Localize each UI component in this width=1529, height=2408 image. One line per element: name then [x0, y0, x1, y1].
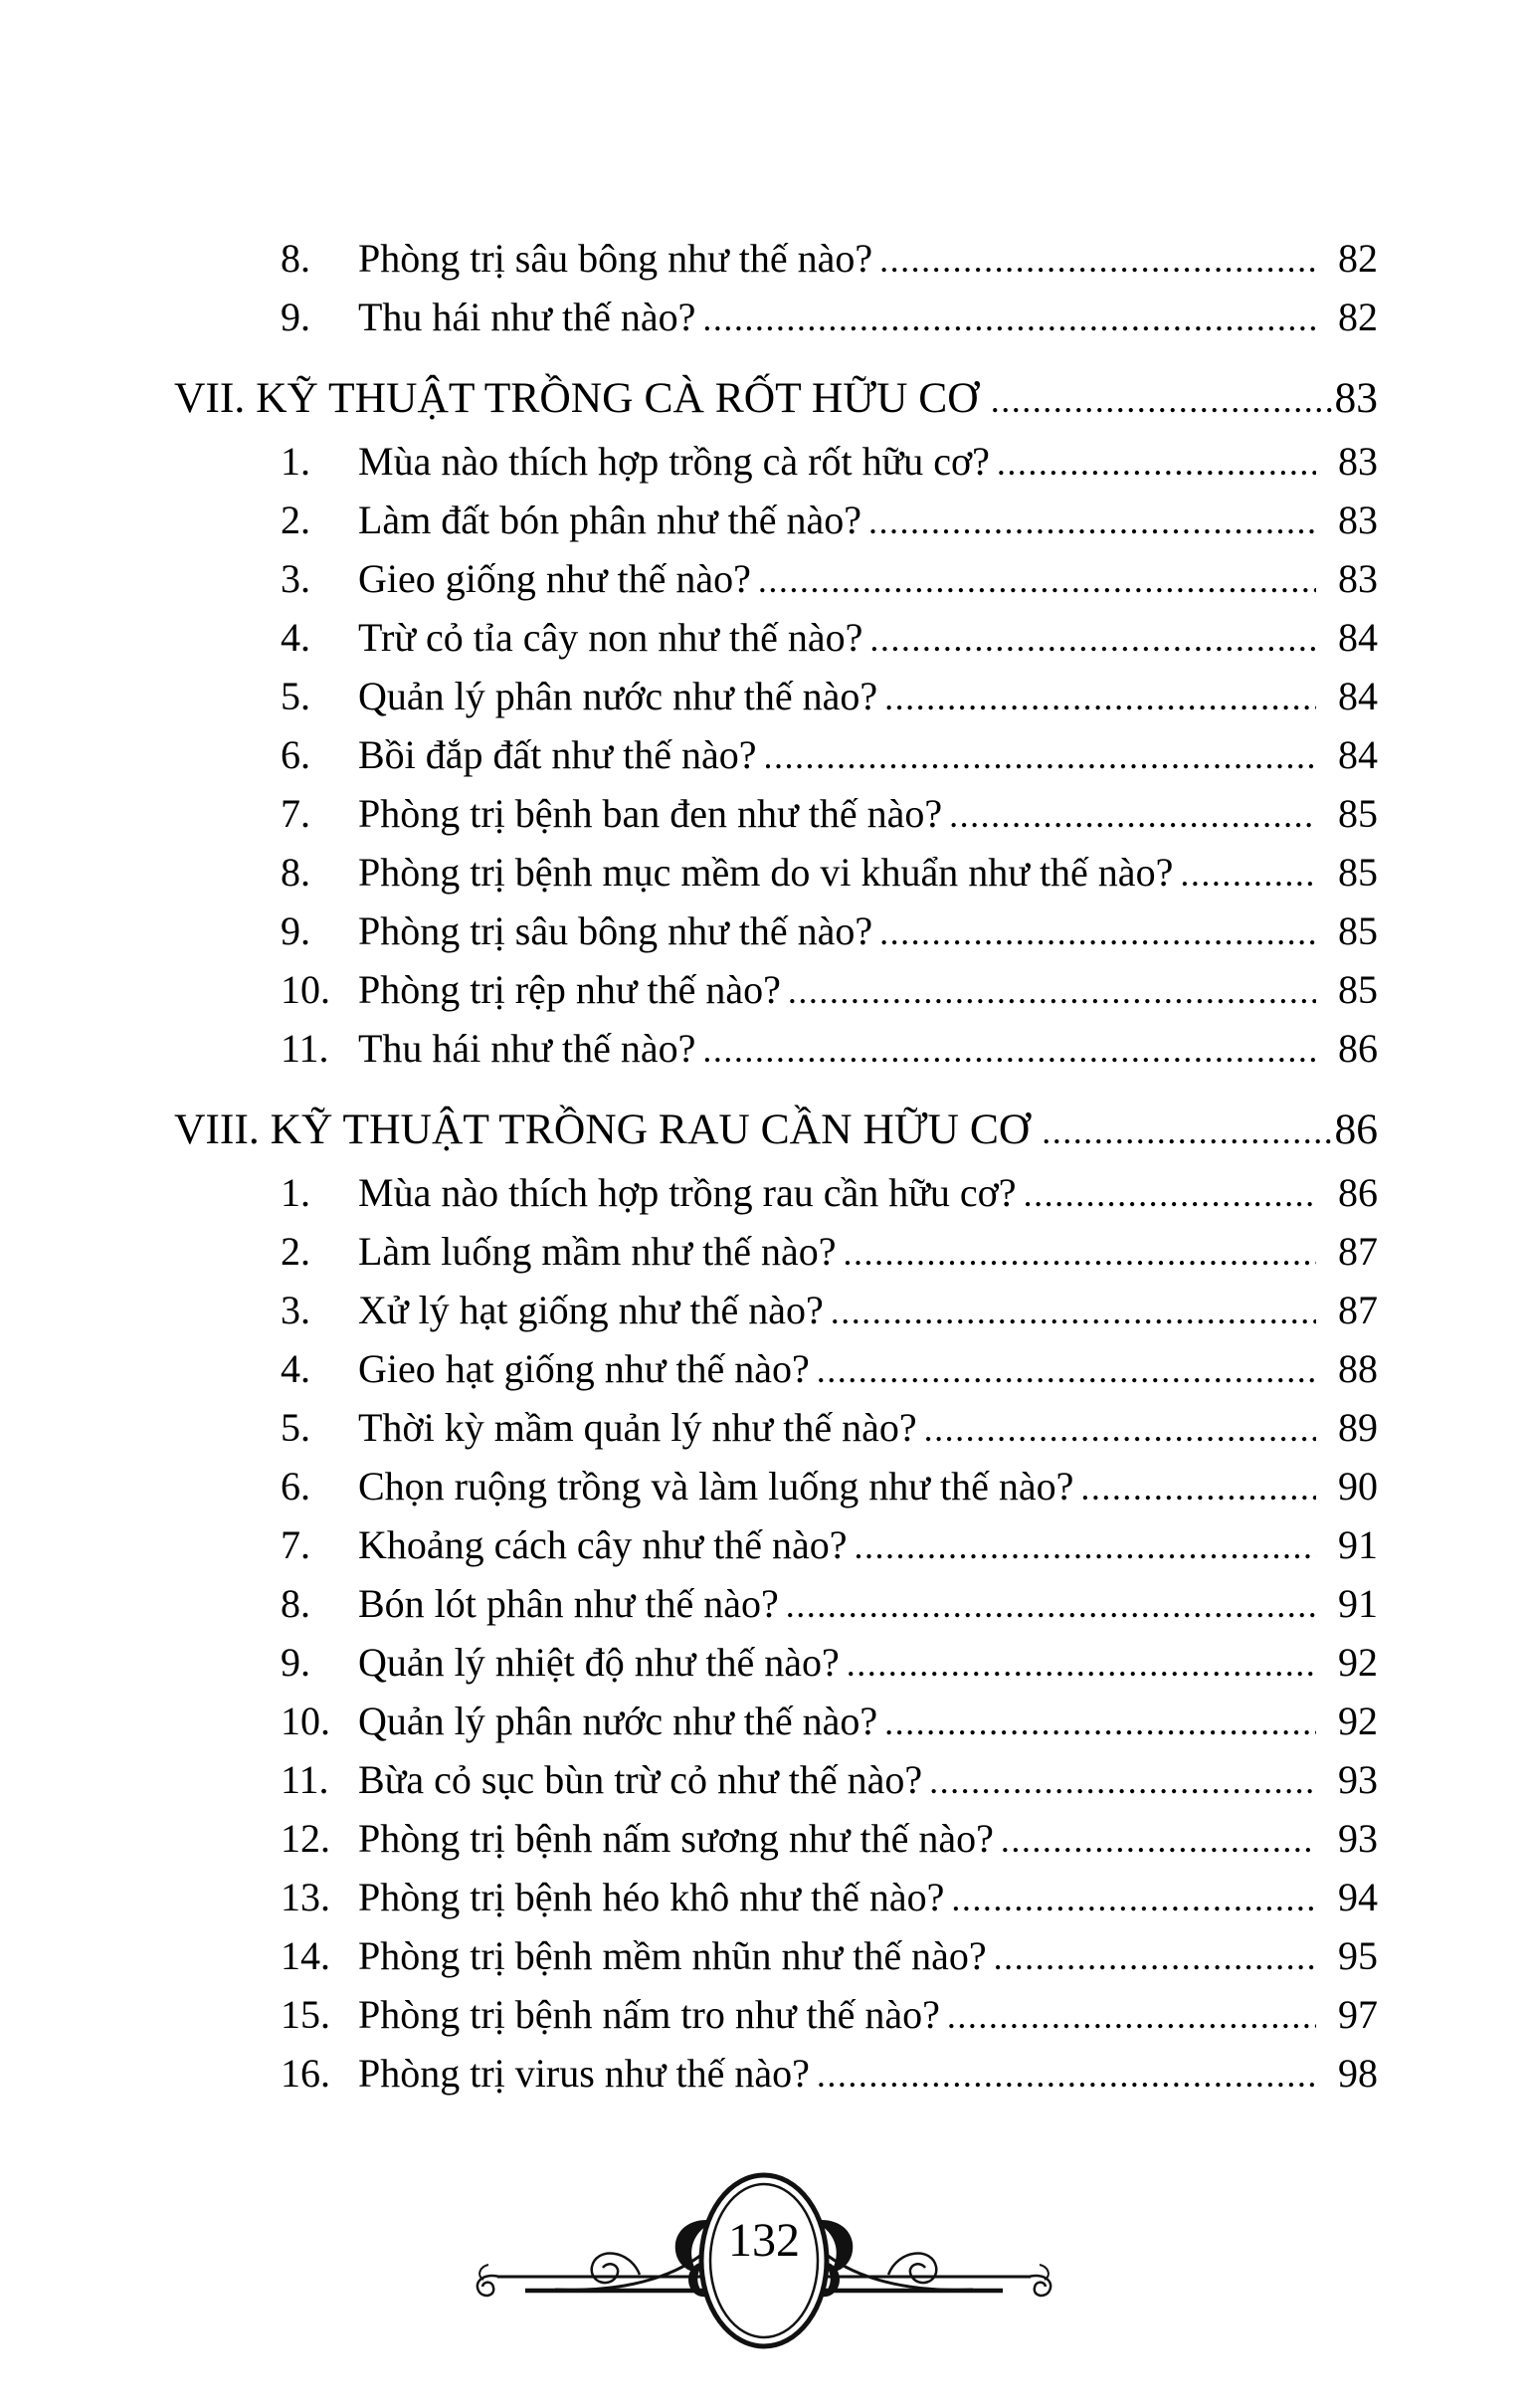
toc-entry [281, 960, 1378, 1019]
toc-entry [281, 432, 1378, 491]
toc-entry-page: 90 [1338, 1464, 1378, 1508]
toc-entry-page: 88 [1338, 1346, 1378, 1391]
dot-leader [868, 493, 1316, 551]
toc-entry [281, 902, 1378, 960]
toc-entry [281, 2044, 1378, 2103]
toc-entry-page: 94 [1338, 1875, 1378, 1919]
dot-leader [1042, 1100, 1334, 1163]
dot-leader [817, 2046, 1316, 2105]
dot-leader [991, 368, 1335, 432]
dot-leader [924, 1400, 1316, 1459]
toc-entry-label: Chọn ruộng trồng và làm luống như thế nào? [358, 1464, 1074, 1508]
dot-leader [702, 290, 1316, 348]
toc-entry-page: 84 [1338, 615, 1378, 660]
toc-entry-page: 84 [1338, 732, 1378, 777]
dot-leader [1180, 845, 1316, 903]
toc-entry-label: Quản lý phân nước như thế nào? [358, 674, 878, 718]
dot-leader [869, 610, 1316, 669]
toc-entry-number: 12. [281, 1816, 330, 1861]
toc-entry-page: 97 [1338, 1992, 1378, 2037]
toc-entry-number: 15. [281, 1992, 330, 2037]
toc-entry-label: Phòng trị virus như thế nào? [358, 2051, 810, 2096]
toc-entry-label: Gieo giống như thế nào? [358, 556, 751, 601]
toc-entry-page: 83 [1338, 439, 1378, 484]
toc-entry [281, 1281, 1378, 1339]
toc-entry-page: 87 [1338, 1229, 1378, 1274]
toc-entry-number: 8. [281, 1581, 310, 1626]
toc-entry-label: Phòng trị bệnh mềm nhũn như thế nào? [358, 1933, 987, 1978]
toc-entry [281, 608, 1378, 667]
dot-leader [884, 1694, 1316, 1752]
toc-entry-label: Quản lý nhiệt độ như thế nào? [358, 1640, 840, 1685]
toc-entry-number: 4. [281, 615, 310, 660]
toc-entry-label: Thời kỳ mầm quản lý như thế nào? [358, 1405, 917, 1450]
toc-heading-page: 86 [1334, 1105, 1378, 1153]
toc-entry-number: 9. [281, 908, 310, 953]
toc-entry-label: Bồi đắp đất như thế nào? [358, 732, 757, 777]
dot-leader [702, 1021, 1316, 1080]
toc-entry [281, 1985, 1378, 2044]
dot-leader [884, 669, 1316, 727]
toc-entry [281, 1809, 1378, 1868]
toc-entry-label: Bừa cỏ sục bùn trừ cỏ như thế nào? [358, 1757, 923, 1802]
toc-entry [281, 1926, 1378, 1985]
toc-entry-label: Phòng trị sâu bông như thế nào? [358, 908, 873, 953]
toc-entry [281, 667, 1378, 725]
toc-entry-number: 6. [281, 1464, 310, 1508]
toc-entry-page: 85 [1338, 967, 1378, 1012]
dot-leader [854, 1517, 1316, 1576]
toc-entry-page: 82 [1338, 236, 1378, 281]
toc-entry-label: Khoảng cách cây như thế nào? [358, 1522, 848, 1567]
toc-entry [281, 1692, 1378, 1750]
toc-entry-number: 9. [281, 295, 310, 339]
dot-leader [879, 231, 1316, 290]
toc-entry-page: 84 [1338, 674, 1378, 718]
toc-entry-number: 1. [281, 439, 310, 484]
toc-entry-number: 7. [281, 791, 310, 836]
toc-entry-page: 83 [1338, 498, 1378, 542]
toc-heading-page: 83 [1334, 374, 1378, 422]
toc-entry-label: Phòng trị bệnh héo khô như thế nào? [358, 1875, 945, 1919]
toc-entry [281, 549, 1378, 608]
toc-entry-label: Mùa nào thích hợp trồng rau cần hữu cơ? [358, 1170, 1017, 1215]
toc-entry [281, 1574, 1378, 1633]
toc-entry-page: 92 [1338, 1640, 1378, 1685]
toc-entry [281, 1222, 1378, 1281]
toc-entry [281, 1868, 1378, 1926]
dot-leader [951, 1870, 1316, 1928]
dot-leader [947, 1987, 1316, 2046]
toc-section-heading [174, 366, 1378, 430]
toc-entry-label: Bón lót phân như thế nào? [358, 1581, 779, 1626]
toc-entry-label: Mùa nào thích hợp trồng cà rốt hữu cơ? [358, 439, 990, 484]
toc-entry-page: 82 [1338, 295, 1378, 339]
toc-entry-number: 14. [281, 1933, 330, 1978]
toc-entry-page: 85 [1338, 850, 1378, 895]
dot-leader [758, 551, 1316, 610]
toc-entry-label: Thu hái như thế nào? [358, 1026, 696, 1071]
toc-heading-label: VII. KỸ THUẬT TRỒNG CÀ RỐT HỮU CƠ [174, 374, 979, 422]
dot-leader [786, 1576, 1316, 1635]
dot-leader [763, 727, 1316, 786]
toc-entry-page: 98 [1338, 2051, 1378, 2096]
toc-entry-number: 11. [281, 1026, 329, 1071]
toc-entry-page: 85 [1338, 791, 1378, 836]
dot-leader [847, 1635, 1316, 1694]
toc-entry-page: 87 [1338, 1288, 1378, 1332]
toc-entry-label: Gieo hạt giống như thế nào? [358, 1346, 810, 1391]
toc-entry [281, 843, 1378, 902]
toc-entry-number: 9. [281, 1640, 310, 1685]
toc-entry-page: 95 [1338, 1933, 1378, 1978]
page-number: 132 [728, 2214, 800, 2267]
toc-entry-number: 10. [281, 1699, 330, 1743]
toc-entry-number: 11. [281, 1757, 329, 1802]
toc-entry-label: Quản lý phân nước như thế nào? [358, 1699, 878, 1743]
toc-entry-number: 5. [281, 674, 310, 718]
toc-entry-number: 2. [281, 498, 310, 542]
dot-leader [817, 1341, 1316, 1400]
toc-entry-number: 1. [281, 1170, 310, 1215]
toc-entry-page: 86 [1338, 1170, 1378, 1215]
toc-entry [281, 1633, 1378, 1692]
toc-entry-page: 93 [1338, 1816, 1378, 1861]
toc-entry-number: 4. [281, 1346, 310, 1391]
toc-entry [281, 784, 1378, 843]
dot-leader [788, 962, 1316, 1021]
toc-entry [281, 1457, 1378, 1515]
toc-entry-number: 10. [281, 967, 330, 1012]
toc-entry-page: 93 [1338, 1757, 1378, 1802]
toc-entry [281, 1163, 1378, 1222]
toc-entry-number: 8. [281, 850, 310, 895]
toc-entry-number: 8. [281, 236, 310, 281]
toc-entry-label: Làm luống mầm như thế nào? [358, 1229, 837, 1274]
toc-entry [281, 1339, 1378, 1398]
toc-list [0, 229, 1529, 2103]
dot-leader [1001, 1811, 1316, 1870]
toc-entry-page: 91 [1338, 1522, 1378, 1567]
toc-entry-label: Trừ cỏ tỉa cây non như thế nào? [358, 615, 863, 660]
toc-entry [281, 725, 1378, 784]
toc-entry-label: Làm đất bón phân như thế nào? [358, 498, 861, 542]
toc-entry-label: Phòng trị sâu bông như thế nào? [358, 236, 873, 281]
toc-entry-label: Phòng trị bệnh ban đen như thế nào? [358, 791, 943, 836]
dot-leader [879, 903, 1316, 962]
toc-entry [281, 288, 1378, 346]
dot-leader [929, 1752, 1316, 1811]
toc-entry-number: 6. [281, 732, 310, 777]
toc-entry-number: 7. [281, 1522, 310, 1567]
dot-leader [1080, 1459, 1316, 1517]
toc-entry-page: 86 [1338, 1026, 1378, 1071]
toc-entry-page: 92 [1338, 1699, 1378, 1743]
toc-entry-label: Phòng trị rệp như thế nào? [358, 967, 781, 1012]
dot-leader [831, 1283, 1316, 1341]
dot-leader [1024, 1165, 1316, 1224]
toc-entry-label: Phòng trị bệnh nấm tro như thế nào? [358, 1992, 940, 2037]
dot-leader [994, 1928, 1316, 1987]
toc-entry [281, 1750, 1378, 1809]
toc-heading-label: VIII. KỸ THUẬT TRỒNG RAU CẦN HỮU CƠ [174, 1105, 1031, 1153]
toc-entry-page: 85 [1338, 908, 1378, 953]
dot-leader [843, 1224, 1316, 1283]
toc-entry [281, 1398, 1378, 1457]
toc-entry-page: 91 [1338, 1581, 1378, 1626]
toc-entry [281, 1019, 1378, 1078]
toc-entry-number: 16. [281, 2051, 330, 2096]
toc-entry-number: 5. [281, 1405, 310, 1450]
toc-entry-label: Thu hái như thế nào? [358, 295, 696, 339]
toc-entry-page: 89 [1338, 1405, 1378, 1450]
dot-leader [997, 434, 1316, 493]
toc-entry-number: 13. [281, 1875, 330, 1919]
toc-entry [281, 491, 1378, 549]
toc-entry [281, 1515, 1378, 1574]
toc-entry-label: Xử lý hạt giống như thế nào? [358, 1288, 824, 1332]
toc-section-heading [174, 1098, 1378, 1161]
toc-entry-number: 3. [281, 1288, 310, 1332]
toc-entry-label: Phòng trị bệnh nấm sương như thế nào? [358, 1816, 994, 1861]
toc-entry-number: 2. [281, 1229, 310, 1274]
toc-entry-number: 3. [281, 556, 310, 601]
dot-leader [949, 786, 1316, 845]
toc-entry-label: Phòng trị bệnh mục mềm do vi khuẩn như thế nào? [358, 850, 1174, 895]
toc-entry-page: 83 [1338, 556, 1378, 601]
toc-entry [281, 229, 1378, 288]
